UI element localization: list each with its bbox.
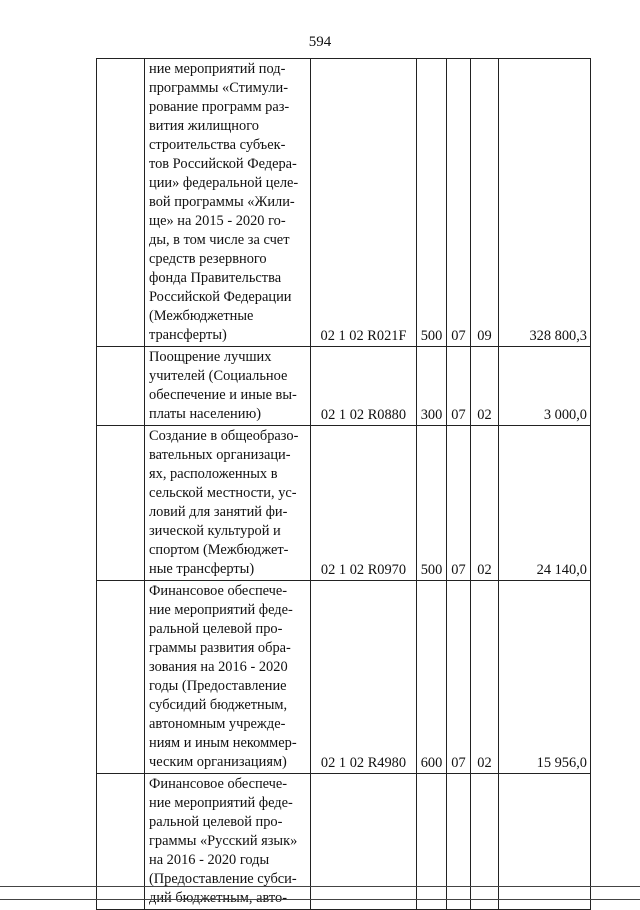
section-cell: 07 bbox=[447, 347, 471, 426]
row-number-cell bbox=[97, 774, 145, 910]
description-line: (Предоставление субси- bbox=[149, 871, 297, 887]
description-line: дий бюджетным, авто- bbox=[149, 890, 287, 906]
code-cell bbox=[311, 774, 417, 910]
section-cell: 07 bbox=[447, 581, 471, 774]
description-cell bbox=[145, 774, 311, 910]
description-line: ды, в том числе за счет bbox=[149, 232, 290, 248]
description-line: на 2016 - 2020 годы bbox=[149, 852, 270, 868]
description-line: (Межбюджетные bbox=[149, 308, 254, 324]
expense-type-cell: 500 bbox=[417, 426, 447, 581]
description-line: программы «Стимули- bbox=[149, 80, 288, 96]
row-number-cell bbox=[97, 347, 145, 426]
description-line: ние мероприятий под- bbox=[149, 61, 286, 77]
amount-cell: 15 956,0 bbox=[499, 581, 591, 774]
description-line: ловий для занятий фи- bbox=[149, 504, 288, 520]
code-cell: 02 1 02 R021F bbox=[311, 59, 417, 347]
bottom-rule-2 bbox=[0, 899, 640, 900]
description-line: Финансовое обеспече- bbox=[149, 583, 288, 599]
description-line: спортом (Межбюджет- bbox=[149, 542, 289, 558]
description-line: фонда Правительства bbox=[149, 270, 282, 286]
description-line: рование программ раз- bbox=[149, 99, 290, 115]
expense-type-cell: 600 bbox=[417, 581, 447, 774]
description-line: субсидий бюджетным, bbox=[149, 697, 288, 713]
table-row bbox=[97, 347, 591, 426]
description-line: Создание в общеобразо- bbox=[149, 428, 299, 444]
row-number-cell bbox=[97, 581, 145, 774]
description-line: зической культурой и bbox=[149, 523, 281, 539]
description-line: граммы развития обра- bbox=[149, 640, 291, 656]
subsection-cell: 09 bbox=[471, 59, 499, 347]
section-cell: 07 bbox=[447, 59, 471, 347]
table-row bbox=[97, 59, 591, 347]
description-line: ниям и иным некоммер- bbox=[149, 735, 297, 751]
description-line: автономным учрежде- bbox=[149, 716, 286, 732]
description-line: Российской Федерации bbox=[149, 289, 292, 305]
description-line: ях, расположенных в bbox=[149, 466, 278, 482]
table-body bbox=[97, 59, 591, 910]
description-line: ние мероприятий феде- bbox=[149, 602, 293, 618]
table-row bbox=[97, 426, 591, 581]
description-cell bbox=[145, 347, 311, 426]
description-line: тов Российской Федера- bbox=[149, 156, 297, 172]
description-line: ции» федеральной целе- bbox=[149, 175, 299, 191]
description-line: платы населению) bbox=[149, 406, 262, 422]
budget-table bbox=[96, 58, 591, 910]
page-number: 594 bbox=[308, 34, 332, 50]
subsection-cell: 02 bbox=[471, 581, 499, 774]
expense-type-cell: 500 bbox=[417, 59, 447, 347]
amount-cell: 328 800,3 bbox=[499, 59, 591, 347]
description-line: обеспечение и иные вы- bbox=[149, 387, 297, 403]
description-line: вой программы «Жили- bbox=[149, 194, 295, 210]
section-cell: 07 bbox=[447, 426, 471, 581]
expense-type-cell bbox=[417, 774, 447, 910]
description-line: зования на 2016 - 2020 bbox=[149, 659, 288, 675]
description-line: граммы «Русский язык» bbox=[149, 833, 298, 849]
description-line: ральной целевой про- bbox=[149, 814, 283, 830]
description-line: ральной целевой про- bbox=[149, 621, 283, 637]
description-cell bbox=[145, 426, 311, 581]
code-cell: 02 1 02 R0970 bbox=[311, 426, 417, 581]
description-line: ще» на 2015 - 2020 го- bbox=[149, 213, 286, 229]
subsection-cell: 02 bbox=[471, 347, 499, 426]
description-line: ные трансферты) bbox=[149, 561, 255, 577]
description-line: вательных организаци- bbox=[149, 447, 291, 463]
description-cell bbox=[145, 581, 311, 774]
section-cell bbox=[447, 774, 471, 910]
description-line: учителей (Социальное bbox=[149, 368, 288, 384]
description-line: годы (Предоставление bbox=[149, 678, 287, 694]
table-row bbox=[97, 774, 591, 910]
expense-type-cell: 300 bbox=[417, 347, 447, 426]
description-line: Финансовое обеспече- bbox=[149, 776, 288, 792]
description-line: ние мероприятий феде- bbox=[149, 795, 293, 811]
description-line: трансферты) bbox=[149, 327, 227, 343]
code-cell: 02 1 02 R4980 bbox=[311, 581, 417, 774]
amount-cell bbox=[499, 774, 591, 910]
description-cell bbox=[145, 59, 311, 347]
subsection-cell bbox=[471, 774, 499, 910]
subsection-cell: 02 bbox=[471, 426, 499, 581]
description-line: средств резервного bbox=[149, 251, 267, 267]
row-number-cell bbox=[97, 59, 145, 347]
description-line: строительства субъек- bbox=[149, 137, 286, 153]
amount-cell: 3 000,0 bbox=[499, 347, 591, 426]
description-line: ческим организациям) bbox=[149, 754, 287, 770]
table-row bbox=[97, 581, 591, 774]
description-line: сельской местности, ус- bbox=[149, 485, 297, 501]
description-line: вития жилищного bbox=[149, 118, 259, 134]
amount-cell: 24 140,0 bbox=[499, 426, 591, 581]
code-cell: 02 1 02 R0880 bbox=[311, 347, 417, 426]
bottom-rule bbox=[0, 886, 640, 887]
description-line: Поощрение лучших bbox=[149, 349, 272, 365]
row-number-cell bbox=[97, 426, 145, 581]
